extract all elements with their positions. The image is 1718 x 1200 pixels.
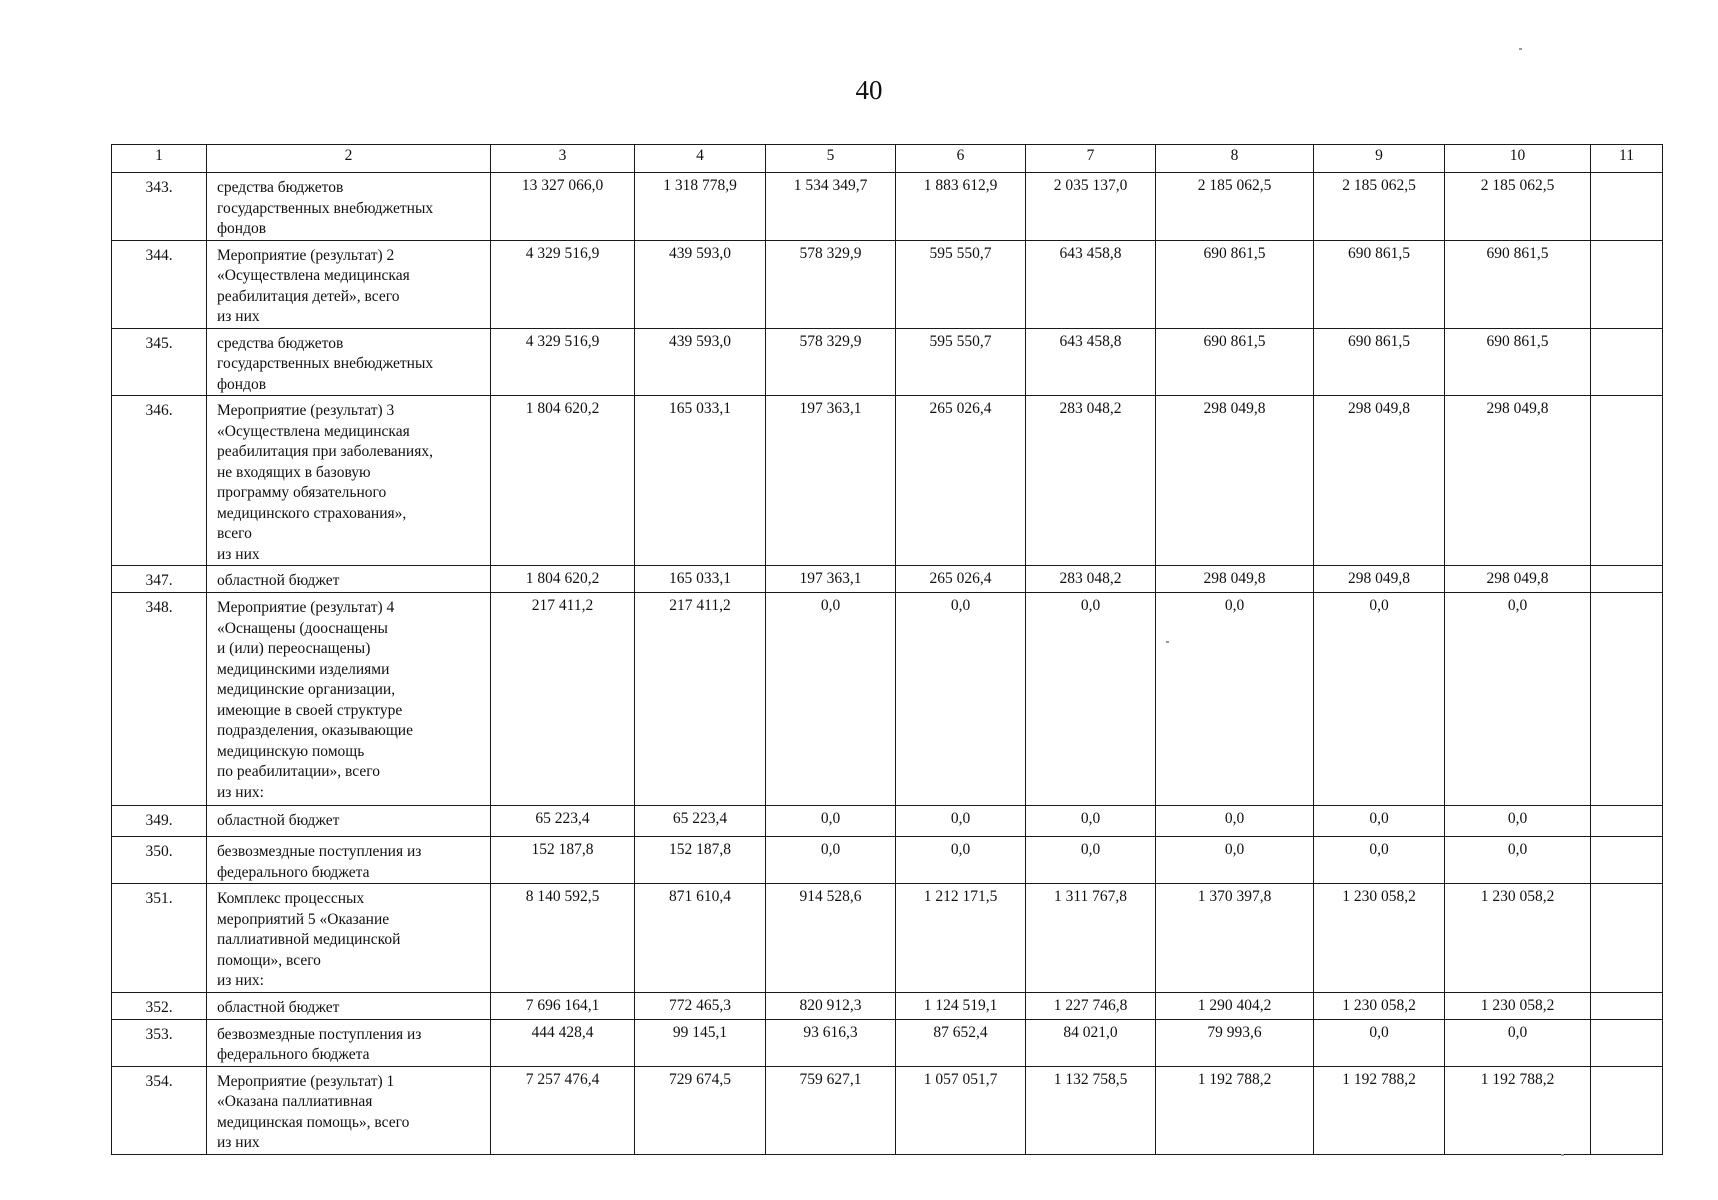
description-line: помощи», всего (217, 951, 321, 969)
value-cell-col-9: 1 230 058,2 (1314, 992, 1445, 1019)
description-line: паллиативной медицинской (217, 931, 401, 948)
description-line: «Оказана паллиативная (217, 1093, 373, 1110)
value-cell-col-9: 690 861,5 (1314, 240, 1445, 328)
value-cell-col-3: 444 428,4 (491, 1019, 635, 1066)
description-line: «Оснащены (дооснащены (217, 619, 388, 637)
value-cell-col-3: 7 257 476,4 (491, 1066, 635, 1154)
description-line: государственных внебюджетных (217, 199, 434, 217)
value-cell-col-3: 152 187,8 (491, 837, 635, 884)
value-cell-col-9: 0,0 (1314, 806, 1445, 837)
value-cell-col-5: 93 616,3 (766, 1019, 896, 1066)
value-cell-col-7: 643 458,8 (1026, 328, 1156, 396)
header-cell: 2 (207, 145, 491, 173)
value-cell-col-5: 197 363,1 (766, 396, 896, 566)
header-row (112, 145, 1663, 173)
scan-speck (1561, 1154, 1564, 1156)
description-line: всего (217, 525, 252, 542)
row-description-cell (207, 566, 491, 593)
row-description-cell (207, 992, 491, 1019)
description-line: реабилитация при заболеваниях, (217, 443, 433, 460)
row-description-cell (207, 328, 491, 396)
description-line: средства бюджетов (217, 179, 344, 196)
row-number-cell: 346. (112, 396, 207, 566)
description-line: и (или) переоснащены) (217, 640, 371, 657)
value-cell-col-11 (1591, 240, 1663, 328)
table-row (112, 992, 1663, 1019)
description-line: областной бюджет (217, 998, 340, 1016)
header-cell: 11 (1591, 145, 1663, 173)
value-cell-col-5: 197 363,1 (766, 566, 896, 593)
value-cell-col-3: 1 804 620,2 (491, 396, 635, 566)
value-cell-col-10: 0,0 (1445, 593, 1591, 806)
value-cell-col-6: 1 212 171,5 (896, 884, 1026, 993)
row-number-cell: 351. (112, 884, 207, 993)
value-cell-col-6: 265 026,4 (896, 566, 1026, 593)
header-cell: 4 (635, 145, 766, 173)
value-cell-col-9: 0,0 (1314, 837, 1445, 884)
scan-speck (1166, 641, 1169, 643)
value-cell-col-4: 439 593,0 (635, 328, 766, 396)
value-cell-col-3: 13 327 066,0 (491, 173, 635, 241)
value-cell-col-11 (1591, 173, 1663, 241)
value-cell-col-3: 65 223,4 (491, 806, 635, 837)
table-row (112, 837, 1663, 884)
description-line: Мероприятие (результат) 3 (217, 402, 395, 419)
description-line: безвозмездные поступления из (217, 1025, 422, 1043)
row-number-cell: 354. (112, 1066, 207, 1154)
budget-table (111, 144, 1663, 1155)
value-cell-col-10: 1 192 788,2 (1445, 1066, 1591, 1154)
scan-speck (1519, 48, 1522, 50)
value-cell-col-10: 298 049,8 (1445, 396, 1591, 566)
value-cell-col-8: 0,0 (1156, 806, 1314, 837)
value-cell-col-8: 1 192 788,2 (1156, 1066, 1314, 1154)
description-line: из них (217, 545, 260, 563)
description-line: программу обязательного (217, 484, 387, 501)
value-cell-col-8: 2 185 062,5 (1156, 173, 1314, 241)
value-cell-col-4: 65 223,4 (635, 806, 766, 837)
row-description-cell (207, 240, 491, 328)
value-cell-col-11 (1591, 884, 1663, 993)
value-cell-col-10: 0,0 (1445, 837, 1591, 884)
value-cell-col-7: 643 458,8 (1026, 240, 1156, 328)
value-cell-col-3: 217 411,2 (491, 593, 635, 806)
value-cell-col-7: 283 048,2 (1026, 396, 1156, 566)
description-line: областной бюджет (217, 812, 340, 829)
description-line: из них: (217, 972, 264, 989)
header-cell: 7 (1026, 145, 1156, 173)
row-number-cell: 343. (112, 173, 207, 241)
value-cell-col-5: 820 912,3 (766, 992, 896, 1019)
header-cell: 3 (491, 145, 635, 173)
value-cell-col-4: 165 033,1 (635, 566, 766, 593)
value-cell-col-10: 1 230 058,2 (1445, 992, 1591, 1019)
description-line: не входящих в базовую (217, 463, 371, 481)
value-cell-col-4: 165 033,1 (635, 396, 766, 566)
value-cell-col-8: 298 049,8 (1156, 396, 1314, 566)
row-description-cell (207, 1019, 491, 1066)
value-cell-col-8: 298 049,8 (1156, 566, 1314, 593)
table-row (112, 328, 1663, 396)
table-row (112, 884, 1663, 993)
description-line: из них (217, 1134, 260, 1151)
description-line: областной бюджет (217, 572, 340, 589)
row-description-cell (207, 884, 491, 993)
description-line: федерального бюджета (217, 1046, 370, 1063)
header-cell: 1 (112, 145, 207, 173)
value-cell-col-6: 0,0 (896, 837, 1026, 884)
value-cell-col-9: 0,0 (1314, 593, 1445, 806)
value-cell-col-10: 2 185 062,5 (1445, 173, 1591, 241)
value-cell-col-9: 2 185 062,5 (1314, 173, 1445, 241)
value-cell-col-3: 4 329 516,9 (491, 240, 635, 328)
value-cell-col-10: 1 230 058,2 (1445, 884, 1591, 993)
description-line: фондов (217, 220, 267, 237)
value-cell-col-7: 1 132 758,5 (1026, 1066, 1156, 1154)
value-cell-col-7: 283 048,2 (1026, 566, 1156, 593)
value-cell-col-5: 0,0 (766, 593, 896, 806)
row-description-cell (207, 1066, 491, 1154)
row-description-cell (207, 806, 491, 837)
value-cell-col-4: 152 187,8 (635, 837, 766, 884)
value-cell-col-5: 914 528,6 (766, 884, 896, 993)
description-line: из них: (217, 783, 264, 801)
value-cell-col-4: 729 674,5 (635, 1066, 766, 1154)
value-cell-col-3: 8 140 592,5 (491, 884, 635, 993)
row-description-cell (207, 837, 491, 884)
table-row (112, 396, 1663, 566)
value-cell-col-9: 690 861,5 (1314, 328, 1445, 396)
description-line: Мероприятие (результат) 1 (217, 1072, 395, 1090)
value-cell-col-8: 1 290 404,2 (1156, 992, 1314, 1019)
header-cell: 5 (766, 145, 896, 173)
value-cell-col-6: 87 652,4 (896, 1019, 1026, 1066)
description-line: медицинские организации, (217, 681, 396, 698)
header-cell: 10 (1445, 145, 1591, 173)
description-line: мероприятий 5 «Оказание (217, 910, 390, 928)
table-row (112, 593, 1663, 806)
row-number-cell: 347. (112, 566, 207, 593)
value-cell-col-3: 4 329 516,9 (491, 328, 635, 396)
description-line: медицинского страхования», (217, 504, 407, 522)
value-cell-col-7: 0,0 (1026, 837, 1156, 884)
value-cell-col-5: 578 329,9 (766, 328, 896, 396)
value-cell-col-7: 1 227 746,8 (1026, 992, 1156, 1019)
description-line: реабилитация детей», всего (217, 287, 400, 305)
value-cell-col-11 (1591, 1066, 1663, 1154)
value-cell-col-3: 7 696 164,1 (491, 992, 635, 1019)
description-line: Комплекс процессных (217, 890, 365, 907)
row-number-cell: 349. (112, 806, 207, 837)
row-number-cell: 353. (112, 1019, 207, 1066)
value-cell-col-11 (1591, 593, 1663, 806)
value-cell-col-9: 1 230 058,2 (1314, 884, 1445, 993)
value-cell-col-11 (1591, 992, 1663, 1019)
row-description-cell (207, 593, 491, 806)
value-cell-col-5: 0,0 (766, 837, 896, 884)
description-line: фондов (217, 375, 267, 393)
value-cell-col-6: 265 026,4 (896, 396, 1026, 566)
value-cell-col-5: 578 329,9 (766, 240, 896, 328)
value-cell-col-10: 298 049,8 (1445, 566, 1591, 593)
row-number-cell: 348. (112, 593, 207, 806)
description-line: «Осуществлена медицинская (217, 267, 410, 284)
table-row (112, 1066, 1663, 1154)
header-cell: 6 (896, 145, 1026, 173)
value-cell-col-4: 217 411,2 (635, 593, 766, 806)
description-line: безвозмездные поступления из (217, 843, 422, 860)
description-line: из них (217, 308, 260, 325)
description-line: средства бюджетов (217, 334, 344, 352)
value-cell-col-10: 690 861,5 (1445, 328, 1591, 396)
value-cell-col-3: 1 804 620,2 (491, 566, 635, 593)
value-cell-col-9: 1 192 788,2 (1314, 1066, 1445, 1154)
value-cell-col-6: 1 883 612,9 (896, 173, 1026, 241)
row-number-cell: 345. (112, 328, 207, 396)
row-description-cell (207, 396, 491, 566)
row-number-cell: 352. (112, 992, 207, 1019)
value-cell-col-11 (1591, 566, 1663, 593)
table-body (112, 145, 1663, 1155)
value-cell-col-5: 1 534 349,7 (766, 173, 896, 241)
value-cell-col-7: 2 035 137,0 (1026, 173, 1156, 241)
value-cell-col-4: 439 593,0 (635, 240, 766, 328)
row-number-cell: 350. (112, 837, 207, 884)
value-cell-col-11 (1591, 396, 1663, 566)
description-line: «Осуществлена медицинская (217, 422, 410, 440)
value-cell-col-6: 0,0 (896, 806, 1026, 837)
value-cell-col-11 (1591, 328, 1663, 396)
value-cell-col-8: 0,0 (1156, 837, 1314, 884)
value-cell-col-4: 772 465,3 (635, 992, 766, 1019)
value-cell-col-11 (1591, 806, 1663, 837)
value-cell-col-8: 1 370 397,8 (1156, 884, 1314, 993)
value-cell-col-7: 0,0 (1026, 806, 1156, 837)
value-cell-col-10: 0,0 (1445, 1019, 1591, 1066)
value-cell-col-8: 690 861,5 (1156, 240, 1314, 328)
value-cell-col-6: 1 124 519,1 (896, 992, 1026, 1019)
value-cell-col-6: 0,0 (896, 593, 1026, 806)
value-cell-col-8: 0,0 (1156, 593, 1314, 806)
table-row (112, 566, 1663, 593)
value-cell-col-4: 1 318 778,9 (635, 173, 766, 241)
value-cell-col-7: 0,0 (1026, 593, 1156, 806)
value-cell-col-6: 1 057 051,7 (896, 1066, 1026, 1154)
description-line: медицинская помощь», всего (217, 1113, 410, 1131)
value-cell-col-6: 595 550,7 (896, 328, 1026, 396)
description-line: государственных внебюджетных (217, 355, 434, 372)
value-cell-col-10: 690 861,5 (1445, 240, 1591, 328)
value-cell-col-7: 1 311 767,8 (1026, 884, 1156, 993)
value-cell-col-9: 298 049,8 (1314, 566, 1445, 593)
table-row (112, 240, 1663, 328)
value-cell-col-4: 871 610,4 (635, 884, 766, 993)
row-number-cell: 344. (112, 240, 207, 328)
description-line: федерального бюджета (217, 863, 370, 881)
description-line: медицинскими изделиями (217, 660, 390, 678)
description-line: подразделения, оказывающие (217, 722, 413, 739)
table-row (112, 173, 1663, 241)
description-line: имеющие в своей структуре (217, 701, 403, 719)
table-row (112, 806, 1663, 837)
value-cell-col-7: 84 021,0 (1026, 1019, 1156, 1066)
table-row (112, 1019, 1663, 1066)
value-cell-col-5: 759 627,1 (766, 1066, 896, 1154)
header-cell: 9 (1314, 145, 1445, 173)
header-cell: 8 (1156, 145, 1314, 173)
value-cell-col-5: 0,0 (766, 806, 896, 837)
value-cell-col-8: 690 861,5 (1156, 328, 1314, 396)
value-cell-col-11 (1591, 1019, 1663, 1066)
row-description-cell (207, 173, 491, 241)
value-cell-col-6: 595 550,7 (896, 240, 1026, 328)
description-line: Мероприятие (результат) 2 (217, 246, 395, 264)
page-number: 40 (855, 75, 883, 105)
value-cell-col-10: 0,0 (1445, 806, 1591, 837)
value-cell-col-8: 79 993,6 (1156, 1019, 1314, 1066)
description-line: медицинскую помощь (217, 742, 365, 760)
value-cell-col-11 (1591, 837, 1663, 884)
value-cell-col-9: 0,0 (1314, 1019, 1445, 1066)
value-cell-col-9: 298 049,8 (1314, 396, 1445, 566)
value-cell-col-4: 99 145,1 (635, 1019, 766, 1066)
description-line: Мероприятие (результат) 4 (217, 599, 395, 616)
description-line: по реабилитации», всего (217, 763, 380, 780)
